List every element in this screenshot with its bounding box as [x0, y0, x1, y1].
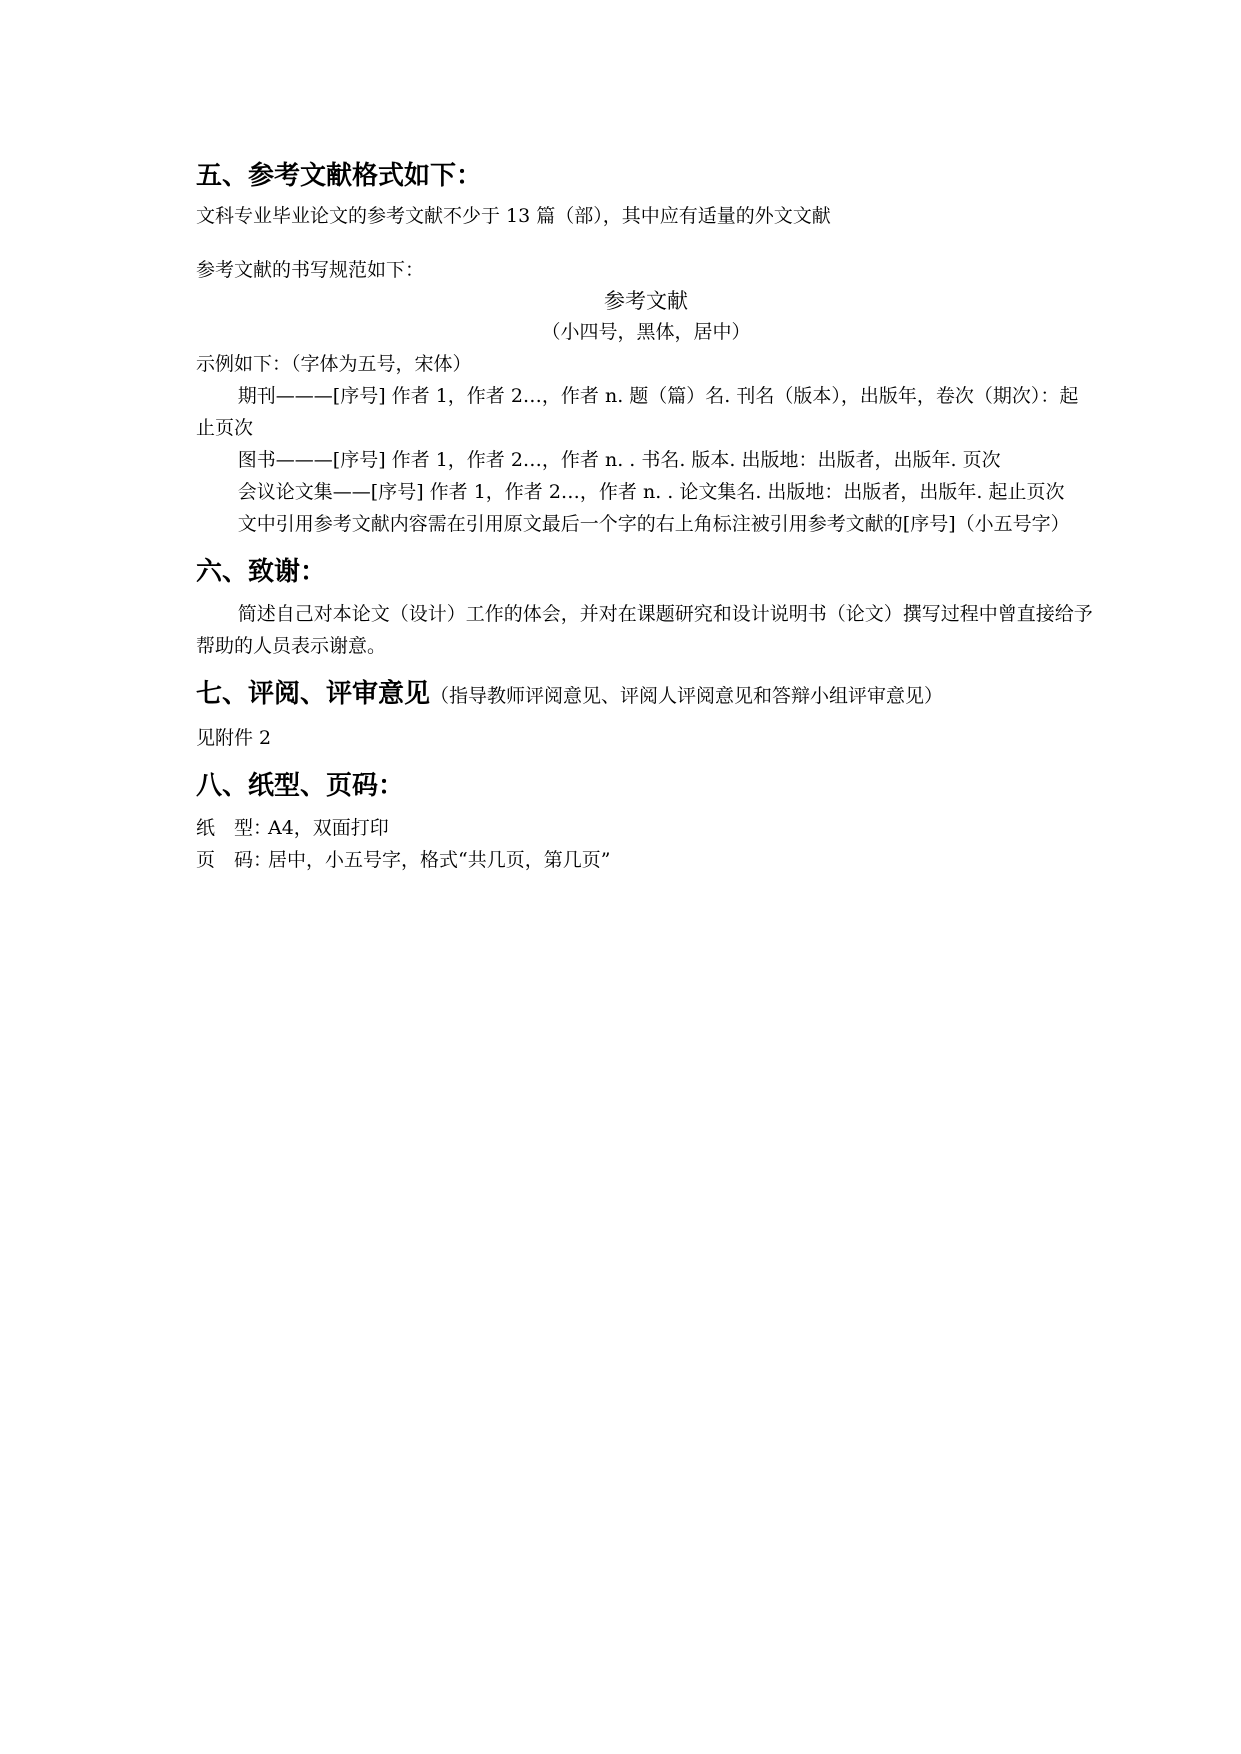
references-rule-title: 参考文献的书写规范如下：: [196, 259, 425, 281]
review-body: 见附件 2: [196, 727, 272, 749]
reference-item-journal: 期刊———[序号] 作者 1，作者 2…，作者 n. 题（篇）名. 刊名（版本），出版年，卷次（期次）：起止页次: [196, 385, 1079, 439]
section-5-heading: 五、参考文献格式如下：: [196, 161, 483, 191]
references-center-subtitle: （小四号，黑体，居中）: [541, 321, 751, 343]
page-number-label: 页 码：: [196, 849, 273, 871]
paper-type-value: A4，双面打印: [268, 817, 389, 839]
reference-citation-note: 文中引用参考文献内容需在引用原文最后一个字的右上角标注被引用参考文献的[序号]（小五号字）: [237, 513, 1070, 535]
section-6-heading: 六、致谢：: [196, 557, 327, 587]
document-page: [196, 158, 1096, 876]
reference-item-proceedings: 会议论文集——[序号] 作者 1，作者 2…，作者 n. . 论文集名. 出版地：出版者，出版年. 起止页次: [237, 481, 1065, 503]
page-number-row: [196, 844, 1096, 876]
paper-type-label: 纸 型：: [196, 817, 273, 839]
section-7-note: （指导教师评阅意见、评阅人评阅意见和答辩小组评审意见）: [430, 685, 944, 707]
acknowledgement-body: 简述自己对本论文（设计）工作的体会，并对在课题研究和设计说明书（论文）撰写过程中曾直接给予帮助的人员表示谢意。: [196, 603, 1093, 657]
section-7-heading: [196, 676, 1096, 714]
section-7-title: 七、评阅、评审意见: [196, 679, 431, 709]
reference-item-book: 图书———[序号] 作者 1，作者 2…，作者 n. . 书名. 版本. 出版地：出版者，出版年. 页次: [237, 449, 1001, 471]
paper-type-row: [196, 812, 1096, 844]
section-8-heading: 八、纸型、页码：: [196, 771, 405, 801]
page-number-value: 居中，小五号字，格式“共几页，第几页”: [268, 849, 611, 871]
references-center-title: 参考文献: [604, 289, 688, 313]
references-intro: 文科专业毕业论文的参考文献不少于 13 篇（部），其中应有适量的外文文献: [196, 205, 831, 227]
example-label: 示例如下：（字体为五号，宋体）: [196, 353, 472, 375]
